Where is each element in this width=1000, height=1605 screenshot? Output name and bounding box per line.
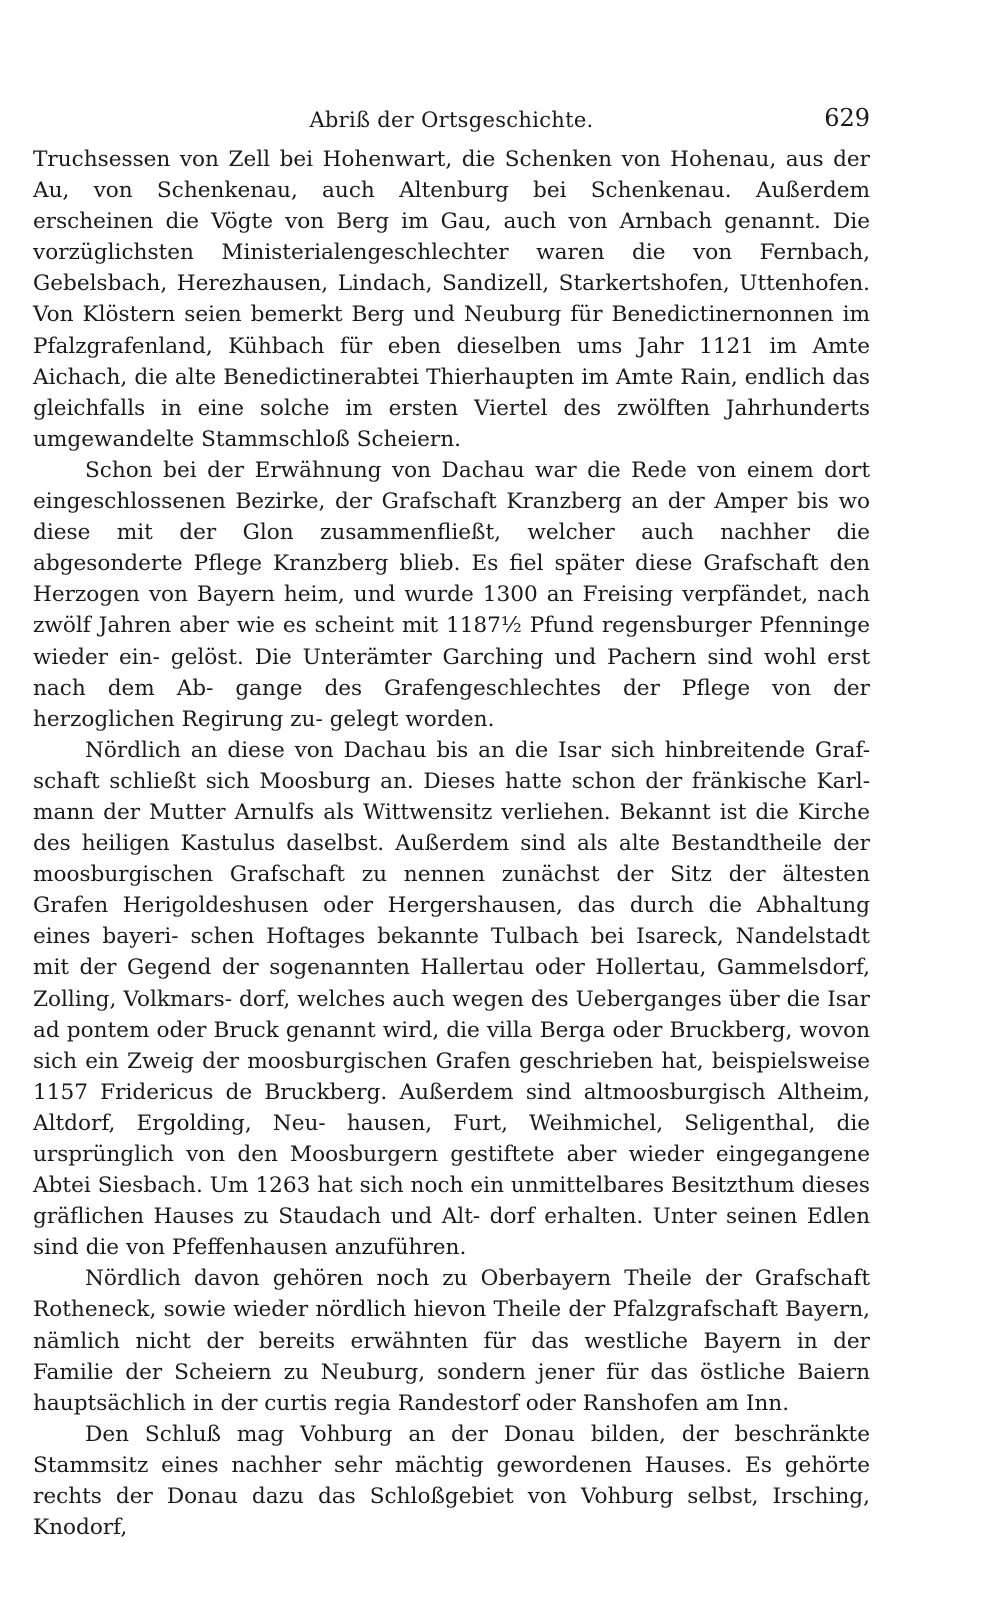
paragraph-vohburg: Den Schluß mag Vohburg an der Donau bilden, der beschränkte Stammsitz eines nachher sehr mächtig gewordenen Hauses. Es gehörte rechts der Donau dazu das Schloßgebiet von Vohburg selbst, Irsching, Knodorf, (33, 1421, 870, 1541)
page-number: 629 (824, 104, 870, 132)
book-page (33, 96, 870, 1543)
paragraph-moosburg: Nördlich an diese von Dachau bis an die Isar sich hinbreitende Graf- schaft schließt sich Moosburg an. Dieses hatte schon der fränkische Karl- mann der Mutter Arnulfs als Wittwensitz verliehen. Bekannt ist die Kirche des heiligen Kastulus daselbst. Außerdem sind als alte Bestandtheile der moosburgischen Grafschaft zu nennen zunächst der Sitz der ältesten Grafen Herigoldeshusen oder Hergershausen, das durch die Abhaltung eines bayeri- schen Hoftages bekannte Tulbach bei Isareck, Nandelstadt mit der Gegend der sogenannten Hallertau oder Hollertau, Gammelsdorf, Zolling, Volkmars- dorf, welches auch wegen des Ueberganges über die Isar ad pontem oder Bruck genannt wird, die villa Berga oder Bruckberg, wovon sich ein Zweig der moosburgischen Grafen geschrieben hat, beispielsweise 1157 Fridericus de Bruckberg. Außerdem sind altmoosburgisch Altheim, Altdorf, Ergolding, Neu- hausen, Furt, Weihmichel, Seligenthal, die ursprünglich von den Moosburgern gestiftete aber wieder eingegangene Abtei Siesbach. Um 1263 hat sich noch ein unmittelbares Besitzthum dieses gräflichen Hauses zu Staudach und Alt- dorf erhalten. Unter seinen Edlen sind die von Pfeffenhausen anzuführen. (33, 737, 870, 1261)
running-title: Abriß der Ortsgeschichte. (309, 108, 594, 132)
paragraph-continued: Truchsessen von Zell bei Hohenwart, die Schenken von Hohenau, aus der Au, von Schenkenau, auch Altenburg bei Schenkenau. Außerdem erscheinen die Vögte von Berg im Gau, auch von Arnbach genannt. Die vorzüglichsten Ministerialengeschlechter waren die von Fernbach, Gebelsbach, Herezhausen, Lindach, Sandizell, Starkertshofen, Uttenhofen. Von Klöstern seien bemerkt Berg und Neuburg für Benedictinernonnen im Pfalzgrafenland, Kühbach für eben dieselben ums Jahr 1121 im Amte Aichach, die alte Benedictinerabtei Thierhaupten im Amte Rain, endlich das gleichfalls in eine solche im ersten Viertel des zwölften Jahrhunderts umgewandelte Stammschloß Scheiern. (33, 147, 870, 452)
paragraph-rotheneck: Nördlich davon gehören noch zu Oberbayern Theile der Grafschaft Rotheneck, sowie wieder nördlich hievon Theile der Pfalzgrafschaft Bayern, nämlich nicht der bereits erwähnten für das westliche Bayern in der Familie der Scheiern zu Neuburg, sondern jener für das östliche Baiern hauptsächlich in der curtis regia Randestorf oder Ranshofen am Inn. (33, 1266, 870, 1416)
running-header (33, 96, 870, 136)
paragraph-kranzberg: Schon bei der Erwähnung von Dachau war die Rede von einem dort eingeschlossenen Bezirke, der Grafschaft Kranzberg an der Amper bis wo diese mit der Glon zusammenfließt, welcher auch nachher die abgesonderte Pflege Kranzberg blieb. Es fiel später diese Grafschaft den Herzogen von Bayern heim, und wurde 1300 an Freising verpfändet, nach zwölf Jahren aber wie es scheint mit 1187½ Pfund regensburger Pfenninge wieder ein- gelöst. Die Unterämter Garching und Pachern sind wohl erst nach dem Ab- gange des Grafengeschlechtes der Pflege von der herzoglichen Regirung zu- gelegt worden. (33, 457, 870, 732)
body-text (33, 144, 870, 1543)
